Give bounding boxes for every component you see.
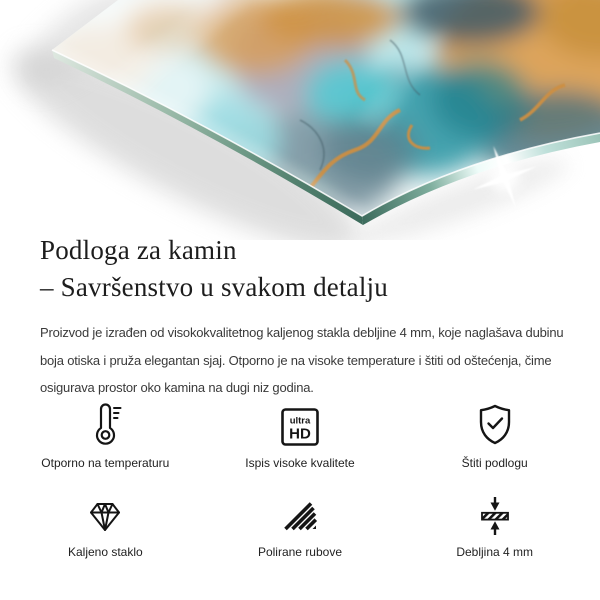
feature-label: Ispis visoke kvalitete xyxy=(245,456,355,470)
feature-label: Štiti podlogu xyxy=(461,456,528,470)
feature-label: Kaljeno staklo xyxy=(67,545,143,559)
title-line-2: – Savršenstvo u svakom detalju xyxy=(40,272,388,302)
feature-temperature xyxy=(8,399,203,471)
ultra-hd-icon xyxy=(280,399,320,447)
shield-check-icon xyxy=(475,399,515,447)
title-line-1: Podloga za kamin xyxy=(40,235,237,265)
feature-label: Polirane rubove xyxy=(257,545,343,559)
feature-protects xyxy=(397,399,592,471)
page-title xyxy=(40,232,570,306)
feature-label: Otporno na temperaturu xyxy=(41,456,170,470)
description-line: Proizvod je izrađen od visokokvalitetnog kaljenog stakla debljine 4 mm, koje naglašava dubinu xyxy=(40,325,564,340)
diamond-icon xyxy=(85,488,125,536)
feature-polished-edges xyxy=(203,488,398,560)
ultra-hd-badge-top: ultra xyxy=(289,415,311,427)
features-grid xyxy=(0,399,600,560)
thickness-icon xyxy=(475,488,515,536)
feature-label: Debljina 4 mm xyxy=(456,545,534,559)
description-line: boja otiska i pruža elegantan sjaj. Otporno je na visoke temperature i štiti od oštećenja, čime xyxy=(40,352,552,368)
content-block xyxy=(40,232,570,402)
hero-glass-panel-image xyxy=(0,0,600,240)
polished-edges-icon xyxy=(280,488,320,536)
thermometer-icon xyxy=(85,399,125,447)
feature-thickness xyxy=(397,488,592,560)
feature-print-quality xyxy=(203,399,398,471)
feature-tempered-glass xyxy=(8,488,203,560)
ultra-hd-badge-bottom: HD xyxy=(289,425,311,443)
product-description xyxy=(40,319,570,402)
description-line: osigurava prostor oko kamina na dugi niz godina. xyxy=(40,380,314,395)
hero-image xyxy=(0,0,600,240)
